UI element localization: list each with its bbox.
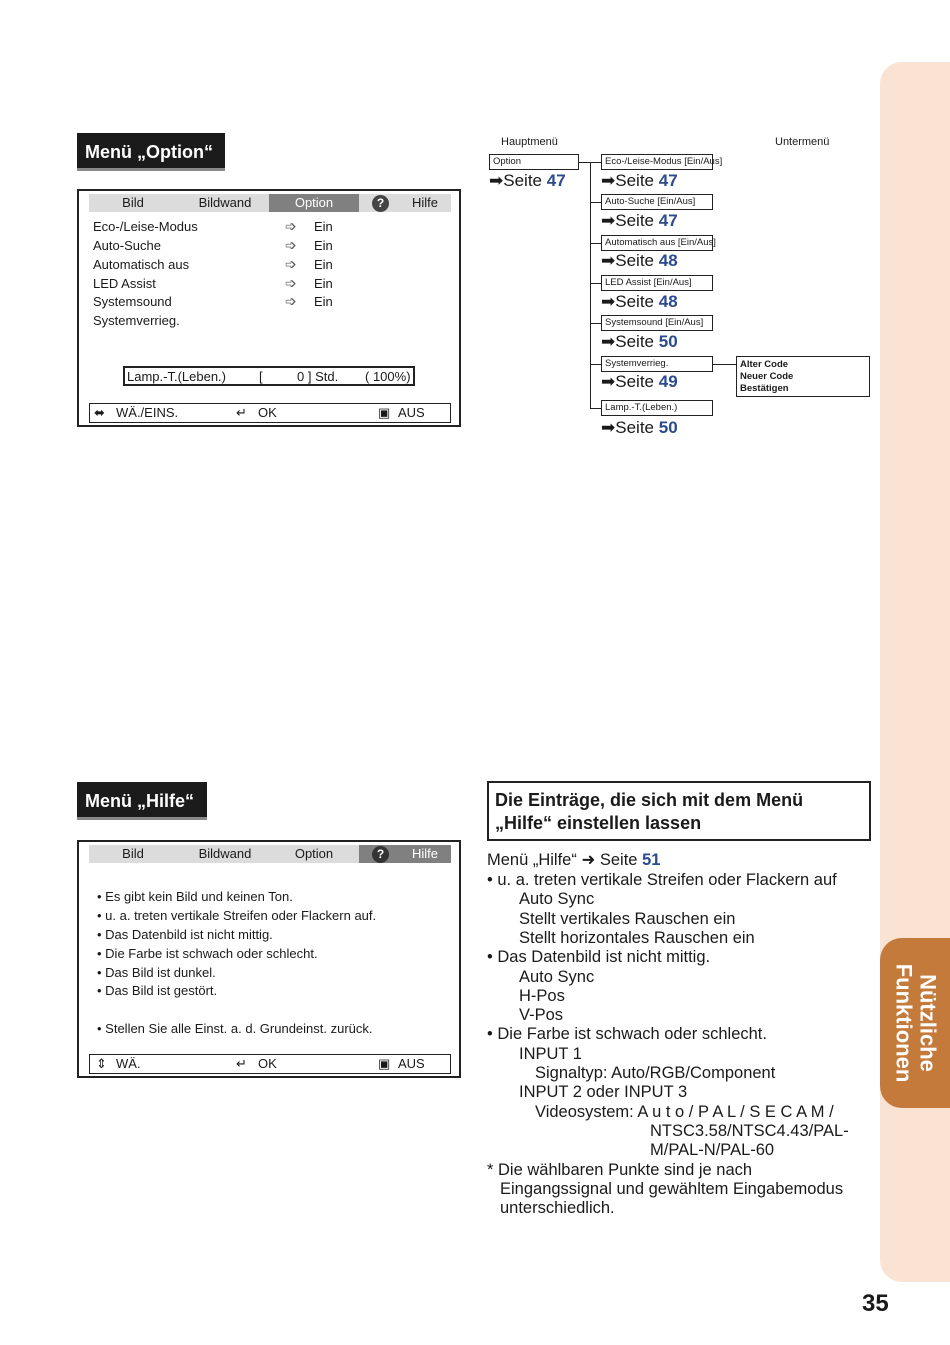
tree-head-main: Hauptmenü [501,136,558,148]
description-line: NTSC3.58/NTSC4.43/PAL- [650,1121,849,1140]
right-arrow-icon: ➩ [285,256,297,272]
tree-connector [579,162,590,163]
exit-label: AUS [398,405,425,420]
tab-bild[interactable]: Bild [122,846,144,861]
option-item-value[interactable]: Ein [314,238,333,253]
help-topic[interactable]: • u. a. treten vertikale Streifen oder Flackern auf. [97,908,377,923]
option-item-value[interactable]: Ein [314,257,333,272]
chapter-tab[interactable] [880,938,950,1108]
tree-connector [590,243,601,244]
tree-connector [713,364,736,365]
arrow-icon: ➡ [601,332,616,351]
description-line: Stellt vertikales Rauschen ein [519,909,736,928]
help-statusbar [89,1054,451,1074]
arrow-icon: ➡ [601,418,616,437]
four-way-arrow-icon: ⬌ [94,405,105,420]
description-line: • Das Datenbild ist nicht mittig. [487,948,711,967]
nav-label: WÄ. [116,1056,141,1071]
help-tabbar [89,845,451,863]
tree-connector [590,162,591,408]
right-arrow-icon: ➩ [285,218,297,234]
lamp-time-box [123,366,415,386]
tree-connector [590,283,601,284]
tree-entry-box: Systemverrieg. [601,356,713,372]
arrow-icon: ➡ [601,251,616,270]
arrow-icon: ➡ [601,292,616,311]
tree-connector [590,202,601,203]
description-line: Videosystem: A u t o / P A L / S E C A M / [535,1102,834,1121]
description-line: Eingangssignal und gewähltem Eingabemodus [500,1179,844,1198]
right-arrow-icon: ➩ [285,293,297,309]
tree-entry-box: Eco-/Leise-Modus [Ein/Aus] [601,154,713,170]
ok-label: OK [258,1056,277,1071]
description-line: H-Pos [519,986,565,1005]
description-line: INPUT 2 oder INPUT 3 [519,1083,688,1102]
option-item-label: Auto-Suche [93,238,161,253]
help-icon: ? [372,195,389,212]
arrow-icon: ➡ [601,171,616,190]
ok-label: OK [258,405,277,420]
nav-label: WÄ./EINS. [116,405,179,420]
help-heading: Menü „Hilfe“ [77,782,207,820]
description-line: unterschiedlich. [500,1199,615,1218]
chapter-tab-line2: Funktionen [891,963,917,1083]
description-line: INPUT 1 [519,1044,582,1063]
help-topic[interactable]: • Das Bild ist dunkel. [97,965,216,980]
description-line: Stellt horizontales Rauschen ein [519,928,755,947]
description-line: M/PAL-N/PAL-60 [650,1141,775,1160]
right-arrow-icon: ➩ [285,275,297,291]
help-topic[interactable]: • Stellen Sie alle Einst. a. d. Grundeinst. zurück. [97,1021,373,1036]
tree-entry-box: Lamp.-T.(Leben.) [601,400,713,416]
description-ref[interactable]: Menü „Hilfe“ ➜ Seite 51 [487,851,661,869]
right-arrow-icon: ➩ [285,237,297,253]
up-down-arrow-icon: ⇕ [96,1056,107,1071]
tab-hilfe[interactable]: Hilfe [411,195,438,210]
description-heading [487,781,871,841]
tab-bildwand[interactable]: Bildwand [198,846,252,861]
description-line: V-Pos [519,1006,564,1025]
description-line: * Die wählbaren Punkte sind je nach [487,1160,753,1179]
description-line: Signaltyp: Auto/RGB/Component [535,1064,776,1082]
description-line: Auto Sync [519,890,595,909]
option-item-value[interactable]: Ein [314,219,333,234]
tree-subitem: Alter Code [740,359,789,370]
option-item-label: LED Assist [93,276,156,291]
description-heading-line2: „Hilfe“ einstellen lassen [495,813,702,833]
help-icon: ? [372,846,389,863]
option-statusbar [89,403,451,423]
tree-entry-link[interactable]: ➡Seite 49 [601,372,678,391]
description-line: • Die Farbe ist schwach oder schlecht. [487,1025,767,1044]
tree-entry-link[interactable]: ➡Seite 47 [601,171,678,190]
tree-entry-link[interactable]: ➡Seite 47 [601,211,678,230]
option-item-label: Systemsound [93,294,172,309]
option-heading: Menü „Option“ [77,133,225,171]
tree-entry-box: Auto-Suche [Ein/Aus] [601,194,713,210]
option-item-value[interactable]: Ein [314,276,333,291]
tree-subitem: Neuer Code [740,371,794,382]
lamp-bracket: [ [259,369,263,384]
tab-option[interactable]: Option [269,194,359,212]
option-menu-screen [77,189,461,427]
help-topic[interactable]: • Es gibt kein Bild und keinen Ton. [97,889,293,904]
tree-entry-link[interactable]: ➡Seite 48 [601,251,678,270]
tree-entry-link[interactable]: ➡Seite 50 [601,418,678,437]
chapter-tab-line1: Nützliche [915,974,941,1072]
tab-option[interactable]: Option [294,846,334,861]
enter-icon: ↵ [236,1056,247,1071]
arrow-icon: ➡ [601,372,616,391]
tree-subitem: Bestätigen [740,383,789,394]
help-topic[interactable]: • Das Datenbild ist nicht mittig. [97,927,273,942]
tree-entry-link[interactable]: ➡Seite 48 [601,292,678,311]
tree-entry-link[interactable]: ➡Seite 50 [601,332,678,351]
tree-subitems-box [736,356,870,397]
option-item-label: Eco-/Leise-Modus [93,219,198,234]
arrow-icon: ➡ [489,171,504,190]
lamp-hours: 0 ] Std. [297,369,339,384]
enter-icon: ↵ [236,405,247,420]
menu-button-icon: ▣ [378,405,391,420]
description-line: Auto Sync [519,967,595,986]
tree-connector [590,323,601,324]
tree-main-link[interactable]: ➡Seite 47 [489,171,566,190]
tab-hilfe[interactable]: Hilfe [411,846,438,861]
tree-entry-box: Automatisch aus [Ein/Aus] [601,235,713,251]
option-item-value[interactable]: Ein [314,294,333,309]
tree-entry-box: LED Assist [Ein/Aus] [601,275,713,291]
tree-connector [590,408,601,409]
option-item-label[interactable]: Systemverrieg. [93,313,180,328]
exit-label: AUS [398,1056,425,1071]
option-tabbar [89,194,451,212]
option-item-label: Automatisch aus [93,257,190,272]
description-heading-line1: Die Einträge, die sich mit dem Menü [495,790,804,810]
tree-main-option: Option [489,154,579,170]
lamp-label: Lamp.-T.(Leben.) [127,369,226,384]
menu-button-icon: ▣ [378,1056,391,1071]
tree-connector [590,364,601,365]
arrow-icon: ➡ [601,211,616,230]
tree-head-sub: Untermenü [775,136,830,148]
description-line: • u. a. treten vertikale Streifen oder Flackern auf [487,871,837,889]
help-menu-screen [77,840,461,1078]
help-topic[interactable]: • Die Farbe ist schwach oder schlecht. [97,946,318,961]
lamp-percent: ( 100%) [365,369,411,384]
page-number: 35 [862,1290,889,1317]
tree-entry-box: Systemsound [Ein/Aus] [601,315,713,331]
tab-bild[interactable]: Bild [122,195,144,210]
help-topic[interactable]: • Das Bild ist gestört. [97,983,218,998]
tab-bildwand[interactable]: Bildwand [198,195,252,210]
tree-connector [590,162,601,163]
